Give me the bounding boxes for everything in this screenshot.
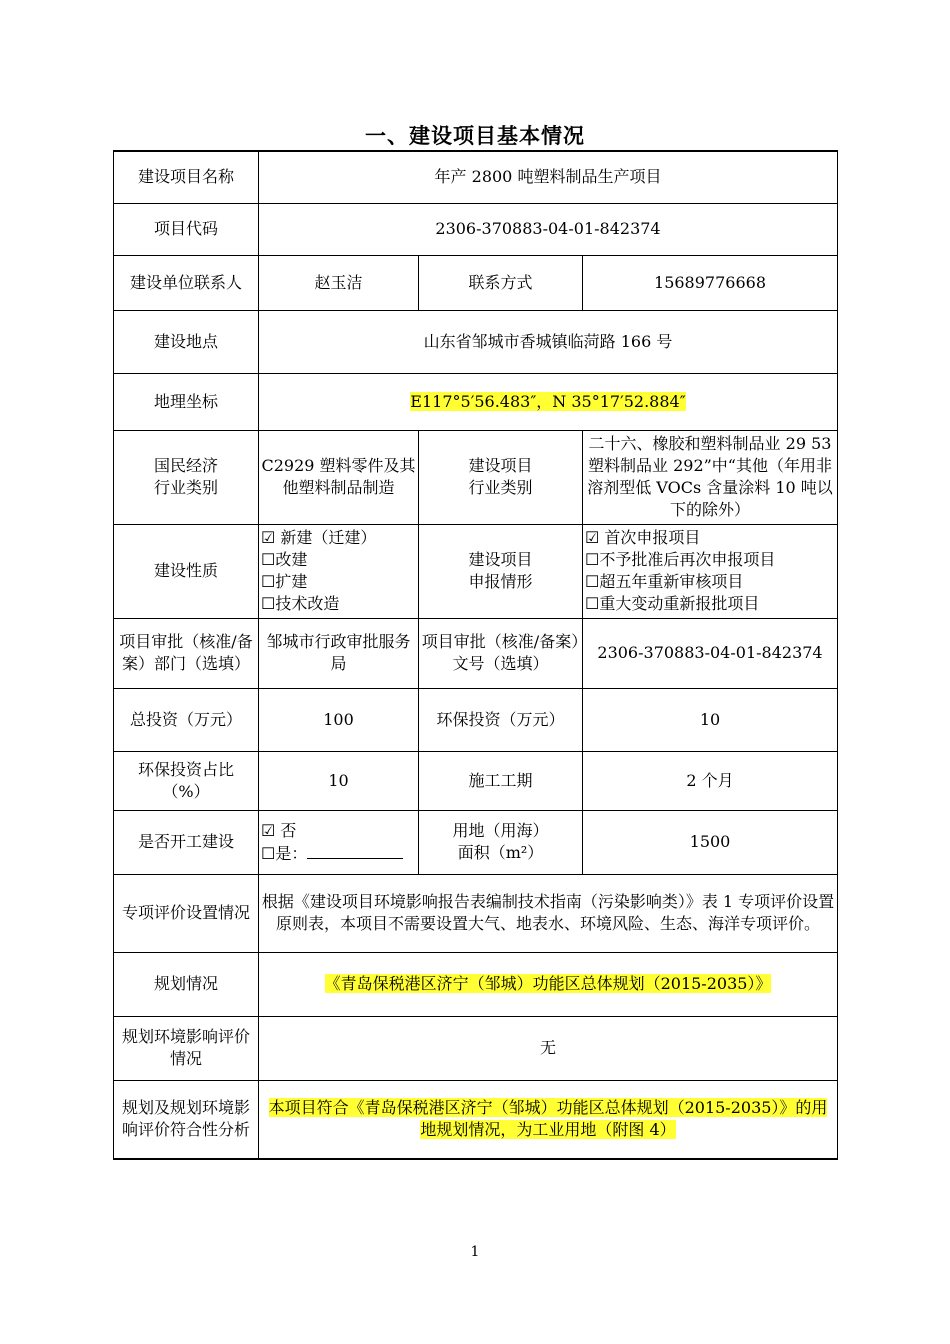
- label-project-industry-1: 建设项目: [468, 456, 533, 475]
- label-special-eval: 专项评价设置情况: [114, 874, 259, 952]
- row-approval: [114, 618, 838, 688]
- label-report-2: 申报情形: [468, 572, 533, 591]
- checkbox-resubmit[interactable]: ☐不予批准后再次申报项目: [585, 550, 776, 569]
- row-investment: [114, 688, 838, 751]
- label-area-1: 用地（用海）: [452, 821, 549, 840]
- value-compliance-cell: [259, 1080, 838, 1159]
- row-project-code: [114, 203, 838, 255]
- label-planning: 规划情况: [114, 952, 259, 1016]
- report-options: [583, 524, 838, 618]
- checkbox-started-wrap: [261, 842, 416, 865]
- label-ratio-2: （%）: [162, 781, 210, 801]
- row-special-eval: [114, 874, 838, 952]
- checkbox-rebuild[interactable]: ☐改建: [261, 550, 308, 569]
- value-project-industry: 二十六、橡胶和塑料制品业 29 53 塑料制品业 292”中“其他（年用非溶剂型低 VOCs 含量涂料 10 吨以下的除外）: [583, 430, 838, 524]
- value-industry: C2929 塑料零件及其他塑料制品制造: [259, 430, 419, 524]
- value-planning-cell: [259, 952, 838, 1016]
- started-options: [259, 810, 419, 874]
- row-project-name: [114, 151, 838, 203]
- label-industry-2: 行业类别: [153, 478, 218, 497]
- label-contact: 建设单位联系人: [114, 255, 259, 310]
- label-contact-method: 联系方式: [419, 255, 583, 310]
- row-planning-eia: [114, 1016, 838, 1080]
- checkbox-five-year-review[interactable]: ☐超五年重新审核项目: [585, 572, 744, 591]
- label-project-industry-2: 行业类别: [468, 478, 533, 497]
- page-number: 1: [470, 1244, 480, 1260]
- checkbox-major-change[interactable]: ☐重大变动重新报批项目: [585, 594, 760, 613]
- value-env-investment: 10: [583, 688, 838, 751]
- row-industry: [114, 430, 838, 524]
- nature-options: [259, 524, 419, 618]
- section-title: 一、建设项目基本情况: [365, 123, 585, 148]
- value-location: 山东省邹城市香城镇临菏路 166 号: [259, 310, 838, 373]
- checkbox-not-started[interactable]: ☑ 否: [261, 820, 297, 840]
- value-project-name: 年产 2800 吨塑料制品生产项目: [259, 151, 838, 203]
- value-coordinates-cell: [259, 373, 838, 430]
- checkbox-first-report[interactable]: ☑ 首次申报项目: [585, 528, 701, 547]
- row-compliance: [114, 1080, 838, 1159]
- checkbox-tech-upgrade[interactable]: ☐技术改造: [261, 594, 340, 613]
- label-total-investment: 总投资（万元）: [114, 688, 259, 751]
- value-contact-name: 赵玉洁: [259, 255, 419, 310]
- checkbox-expand[interactable]: ☐扩建: [261, 572, 308, 591]
- label-approval-dept: 项目审批（核准/备案）部门（选填）: [114, 618, 259, 688]
- value-period: 2 个月: [583, 751, 838, 810]
- label-approval-doc: 项目审批（核准/备案）文号（选填）: [419, 618, 583, 688]
- row-started: [114, 810, 838, 874]
- label-report-1: 建设项目: [468, 550, 533, 569]
- checkbox-new-build[interactable]: ☑ 新建（迁建）: [261, 528, 377, 547]
- label-industry-cell: [114, 430, 259, 524]
- value-coordinates: E117°5′56.483″，N 35°17′52.884″: [410, 391, 686, 411]
- checkbox-started[interactable]: ☐是：: [261, 843, 308, 863]
- label-nature: 建设性质: [114, 524, 259, 618]
- value-approval-dept: 邹城市行政审批服务局: [259, 618, 419, 688]
- label-area-2: 面积（m²）: [457, 843, 544, 862]
- row-ratio: [114, 751, 838, 810]
- label-project-code: 项目代码: [114, 203, 259, 255]
- label-project-name: 建设项目名称: [114, 151, 259, 203]
- row-planning: [114, 952, 838, 1016]
- label-ratio-1: 环保投资占比: [137, 759, 234, 779]
- value-total-investment: 100: [259, 688, 419, 751]
- value-approval-doc: 2306-370883-04-01-842374: [583, 618, 838, 688]
- label-env-investment: 环保投资（万元）: [419, 688, 583, 751]
- label-area-cell: [419, 810, 583, 874]
- label-period: 施工工期: [419, 751, 583, 810]
- value-compliance: 本项目符合《青岛保税港区济宁（邹城）功能区总体规划（2015-2035）》的用地规划情况，为工业用地（附图 4）: [268, 1098, 828, 1140]
- value-area: 1500: [583, 810, 838, 874]
- label-started: 是否开工建设: [114, 810, 259, 874]
- started-blank-field[interactable]: [307, 842, 403, 859]
- label-ratio-cell: [114, 751, 259, 810]
- row-location: [114, 310, 838, 373]
- project-info-table: [113, 150, 838, 1160]
- row-nature: [114, 524, 838, 618]
- value-special-eval: 根据《建设项目环境影响报告表编制技术指南（污染影响类）》表 1 专项评价设置原则表，本项目不需要设置大气、地表水、环境风险、生态、海洋专项评价。: [259, 874, 838, 952]
- row-contact: [114, 255, 838, 310]
- value-ratio: 10: [259, 751, 419, 810]
- value-project-code: 2306-370883-04-01-842374: [259, 203, 838, 255]
- label-compliance: 规划及规划环境影响评价符合性分析: [114, 1080, 259, 1159]
- label-planning-eia: 规划环境影响评价情况: [114, 1016, 259, 1080]
- value-planning-eia: 无: [259, 1016, 838, 1080]
- label-coordinates: 地理坐标: [114, 373, 259, 430]
- row-coordinates: [114, 373, 838, 430]
- value-contact-phone: 15689776668: [583, 255, 838, 310]
- label-location: 建设地点: [114, 310, 259, 373]
- label-project-industry-cell: [419, 430, 583, 524]
- label-report-cell: [419, 524, 583, 618]
- label-industry-1: 国民经济: [153, 456, 218, 475]
- value-planning: 《青岛保税港区济宁（邹城）功能区总体规划（2015-2035）》: [324, 974, 772, 993]
